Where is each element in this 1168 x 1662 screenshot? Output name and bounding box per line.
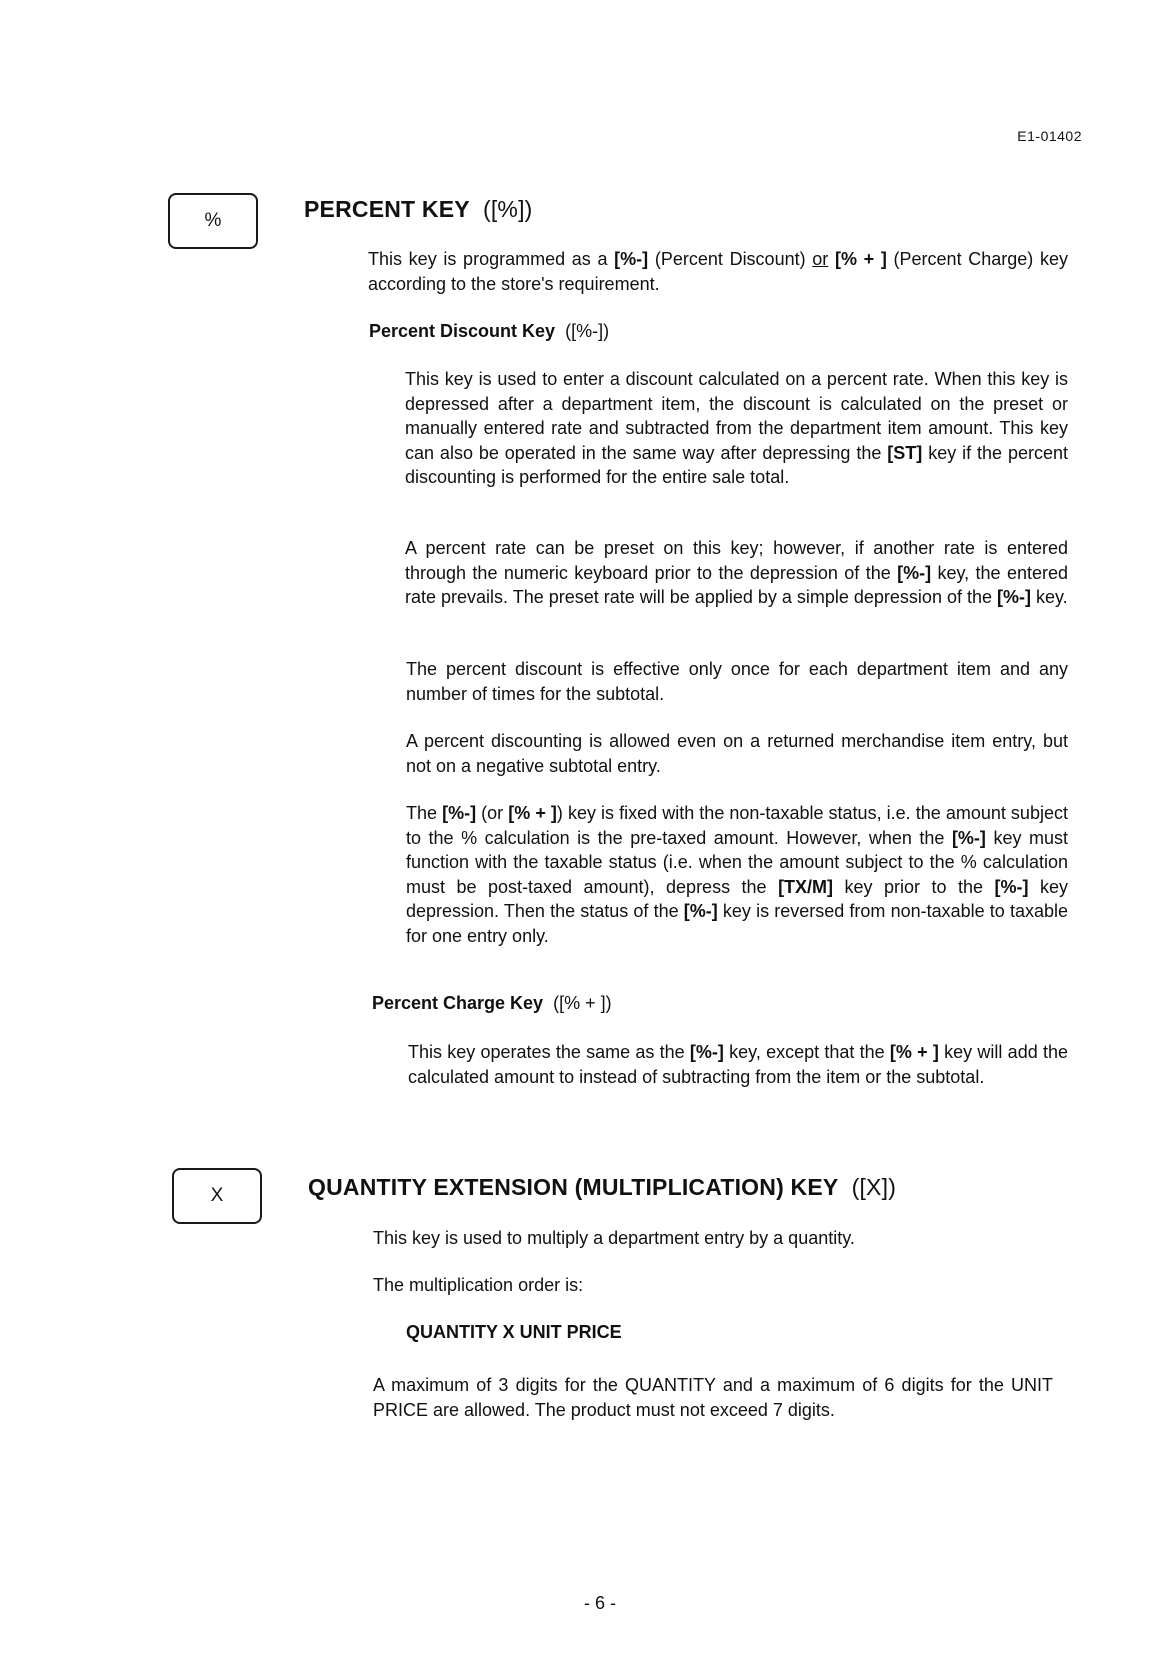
text-run: key must function with the taxable status (i.e. when the amount subject to the % calculation must be post-taxed amount), depress the — [406, 827, 1068, 897]
key-ref: [%-] — [997, 587, 1031, 607]
quantity-paragraph-3: A maximum of 3 digits for the QUANTITY and a maximum of 6 digits for the UNIT PRICE are allowed. The product must not exceed 7 digits. — [373, 1375, 1053, 1420]
quantity-paragraph-2: The multiplication order is: — [373, 1275, 584, 1295]
text-run — [828, 249, 835, 269]
discount-paragraph-3: The percent discount is effective only once for each department item and any number of times for the subtotal. — [406, 659, 1068, 704]
key-ref: [%-] — [683, 901, 718, 921]
percent-keycap-icon — [168, 193, 258, 249]
percent-discount-heading — [369, 321, 609, 342]
multiply-keycap-icon — [172, 1168, 262, 1224]
key-ref: [%-] — [689, 1042, 724, 1062]
text-run: A percent rate can be preset on this key; however, if another rate is entered through the numeric keyboard prior to the depression of the — [405, 538, 1068, 583]
key-ref: [ST] — [887, 442, 923, 463]
discount-paragraph-2 — [405, 536, 1068, 610]
text-run: key will add the calculated amount to instead of subtracting from the item or the subtotal. — [408, 1042, 1068, 1087]
quantity-paragraph-1: This key is used to multiply a department entry by a quantity. — [373, 1228, 855, 1248]
text-run: ) key is fixed with the non-taxable status, i.e. the amount subject to the % calculation is the pre-taxed amount. However, when the — [406, 803, 1068, 848]
quantity-key-heading — [308, 1174, 896, 1201]
text-run: key depression. Then the status of the — [406, 876, 1069, 921]
key-ref: [% + ] — [889, 1042, 939, 1062]
key-ref: [%-] — [442, 803, 477, 823]
percent-key-code: ([%]) — [482, 196, 533, 222]
key-ref: [%-] — [994, 876, 1029, 897]
percent-discount-title: Percent Discount Key — [369, 321, 556, 341]
key-ref: [%-] — [897, 562, 932, 583]
text-run: This key is programmed as a — [368, 249, 615, 269]
key-ref: [% + ] — [508, 803, 557, 823]
text-run: The — [406, 803, 443, 823]
key-ref: [%-] — [614, 249, 649, 269]
text-run: key if the percent discounting is performed for the entire sale total. — [405, 442, 1068, 487]
text-run: key, except that the — [723, 1042, 890, 1062]
discount-paragraph-4: A percent discounting is allowed even on a returned merchandise item entry, but not on a negative subtotal entry. — [406, 731, 1068, 776]
discount-paragraph-1 — [405, 367, 1068, 490]
text-run: key, the entered rate prevails. The preset rate will be applied by a simple depression of the — [405, 562, 1068, 607]
percent-key-title: PERCENT KEY — [304, 196, 470, 222]
text-run: (Percent Discount) — [648, 249, 813, 269]
text-run: key. — [1031, 587, 1068, 607]
text-run: (or — [476, 803, 509, 823]
quantity-key-title: QUANTITY EXTENSION (MULTIPLICATION) KEY — [308, 1174, 839, 1200]
key-ref: [%-] — [951, 827, 986, 848]
percent-charge-code: ([% + ]) — [553, 993, 612, 1013]
key-ref: [TX/M] — [778, 876, 834, 897]
discount-paragraph-5 — [406, 801, 1068, 948]
underlined-word: or — [812, 249, 829, 269]
text-run: key is reversed from non-taxable to taxable for one entry only. — [406, 901, 1068, 946]
text-run: This key operates the same as the — [408, 1042, 690, 1062]
page-number: - 6 - — [583, 1593, 616, 1613]
document-id: E1-01402 — [1017, 128, 1082, 144]
multiply-keycap-label: X — [210, 1185, 224, 1206]
key-ref: [% + ] — [834, 249, 887, 269]
percent-key-heading — [304, 196, 533, 223]
quantity-key-code: ([X]) — [851, 1174, 897, 1200]
percent-charge-title: Percent Charge Key — [372, 993, 544, 1013]
text-run: This key is used to enter a discount calculated on a percent rate. When this key is depressed after a department item, the discount is calculated on the preset or manually entered rate and subtracted from the department item amount. This key can also be operated in the same way after depressing the — [405, 369, 1068, 463]
percent-keycap-label: % — [204, 210, 222, 231]
text-run: key prior to the — [833, 876, 995, 897]
percent-charge-heading — [372, 993, 612, 1014]
charge-paragraph — [408, 1040, 1068, 1089]
multiplication-formula: QUANTITY X UNIT PRICE — [406, 1322, 622, 1342]
percent-discount-code: ([%-]) — [565, 321, 610, 341]
text-run: (Percent Charge) key according to the store's requirement. — [368, 249, 1068, 294]
percent-intro-paragraph — [368, 247, 1068, 296]
